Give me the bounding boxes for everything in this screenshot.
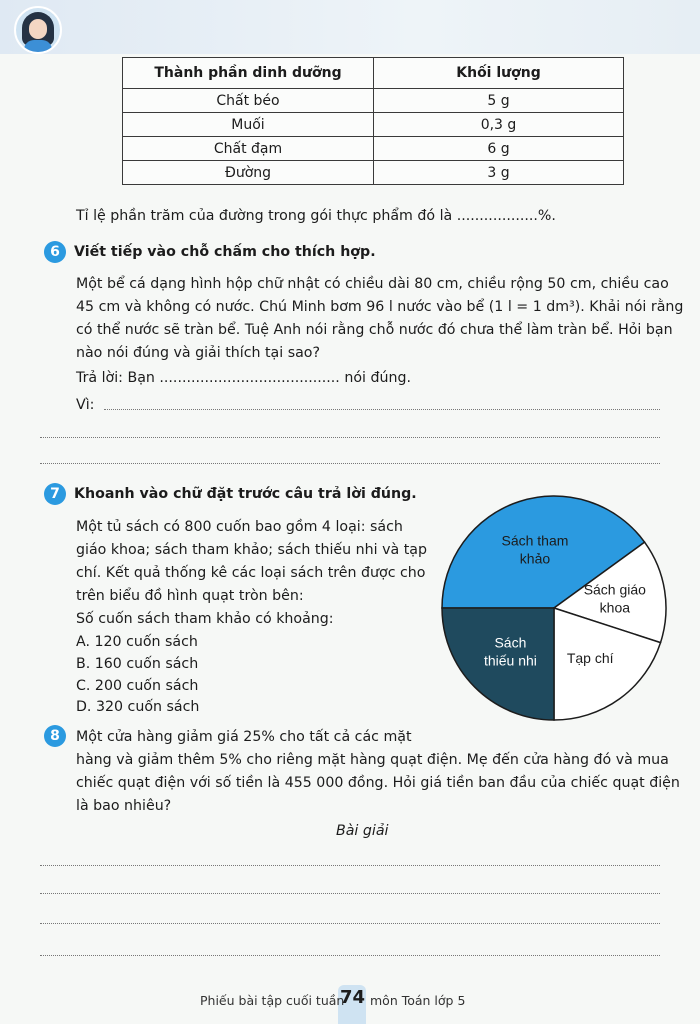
- question-6-number-badge: 6: [44, 241, 66, 263]
- pie-slice-label: Sách giáo: [583, 581, 646, 598]
- page-number: 74: [340, 987, 366, 1008]
- question-7-number-badge: 7: [44, 483, 66, 505]
- q7-text-line: giáo khoa; sách tham khảo; sách thiếu nhi và tạp: [76, 542, 427, 558]
- pie-slice-label: Tạp chí: [566, 649, 614, 666]
- page-footer: [0, 985, 700, 1024]
- pie-slice-label: Sách tham: [501, 532, 569, 549]
- q8-text-line: Một cửa hàng giảm giá 25% cho tất cả các mặt: [76, 729, 412, 745]
- answer-dotted-line[interactable]: [40, 955, 660, 956]
- q7-ask: Số cuốn sách tham khảo có khoảng:: [76, 611, 334, 627]
- book-pie-chart: [434, 488, 674, 728]
- table-row: [123, 89, 624, 113]
- nutrient-mass: 3 g: [374, 161, 624, 185]
- q6-answer-line: Trả lời: Bạn ........................................ nói đúng.: [76, 370, 411, 386]
- answer-dotted-line[interactable]: [104, 409, 660, 410]
- column-header: Khối lượng: [374, 58, 624, 89]
- q5-question: Tỉ lệ phần trăm của đường trong gói thực phẩm đó là ..................%.: [76, 208, 556, 224]
- top-banner: [0, 0, 700, 54]
- q7-title: Khoanh vào chữ đặt trước câu trả lời đúng.: [74, 486, 417, 502]
- answer-dotted-line[interactable]: [40, 923, 660, 924]
- q7-text-line: Một tủ sách có 800 cuốn bao gồm 4 loại: sách: [76, 519, 403, 535]
- nutrient-name: Đường: [123, 161, 374, 185]
- q7-text-line: chí. Kết quả thống kê các loại sách trên được cho: [76, 565, 426, 581]
- q8-text-line: hàng và giảm thêm 5% cho riêng mặt hàng quạt điện. Mẹ đến cửa hàng đó và mua: [76, 752, 669, 768]
- question-8-number-badge: 8: [44, 725, 66, 747]
- answer-option-a[interactable]: A. 120 cuốn sách: [76, 634, 198, 650]
- solution-heading: Bài giải: [336, 823, 389, 839]
- pie-slice-label: Sách: [494, 634, 527, 651]
- answer-option-d[interactable]: D. 320 cuốn sách: [76, 699, 200, 715]
- q8-text-line: là bao nhiêu?: [76, 798, 172, 814]
- nutrient-mass: 0,3 g: [374, 113, 624, 137]
- nutrient-name: Chất đạm: [123, 137, 374, 161]
- table-row: [123, 137, 624, 161]
- student-avatar-icon: [14, 6, 62, 54]
- table-row: [123, 113, 624, 137]
- q6-because-label: Vì:: [76, 397, 95, 413]
- table-header-row: [123, 58, 624, 89]
- answer-dotted-line[interactable]: [40, 865, 660, 866]
- nutrient-name: Chất béo: [123, 89, 374, 113]
- q6-text-line: nào nói đúng và giải thích tại sao?: [76, 345, 321, 361]
- nutrition-table: [122, 57, 624, 185]
- pie-slice-label: khảo: [519, 550, 551, 567]
- q5-answer-blank[interactable]: ..................: [456, 208, 538, 224]
- answer-dotted-line[interactable]: [40, 893, 660, 894]
- q6-answer-blank[interactable]: ........................................: [159, 370, 340, 386]
- answer-dotted-line[interactable]: [40, 437, 660, 438]
- q8-text-line: chiếc quạt điện với số tiền là 455 000 đồng. Hỏi giá tiền ban đầu của chiếc quạt điện: [76, 775, 680, 791]
- q6-title: Viết tiếp vào chỗ chấm cho thích hợp.: [74, 244, 376, 260]
- nutrient-mass: 6 g: [374, 137, 624, 161]
- pie-slice-label: thiếu nhi: [483, 652, 537, 669]
- q6-text-line: 45 cm và không có nước. Chú Minh bơm 96 l nước vào bể (1 l = 1 dm³). Khải nói rằng: [76, 299, 684, 315]
- q6-text-line: có thể nước sẽ tràn bể. Tuệ Anh nói rằng chỗ nước đó chưa thể làm tràn bể. Hỏi bạn: [76, 322, 673, 338]
- footer-book-title: Phiếu bài tập cuối tuần: [200, 993, 345, 1008]
- q6-text-line: Một bể cá dạng hình hộp chữ nhật có chiều dài 80 cm, chiều rộng 50 cm, chiều cao: [76, 276, 669, 292]
- answer-option-c[interactable]: C. 200 cuốn sách: [76, 678, 199, 694]
- answer-dotted-line[interactable]: [40, 463, 660, 464]
- table-row: [123, 161, 624, 185]
- footer-subject: môn Toán lớp 5: [370, 993, 466, 1008]
- pie-slice-label: khoa: [599, 599, 631, 616]
- nutrient-name: Muối: [123, 113, 374, 137]
- q7-text-line: trên biểu đồ hình quạt tròn bên:: [76, 588, 304, 604]
- answer-option-b[interactable]: B. 160 cuốn sách: [76, 656, 199, 672]
- nutrient-mass: 5 g: [374, 89, 624, 113]
- column-header: Thành phần dinh dưỡng: [123, 58, 374, 89]
